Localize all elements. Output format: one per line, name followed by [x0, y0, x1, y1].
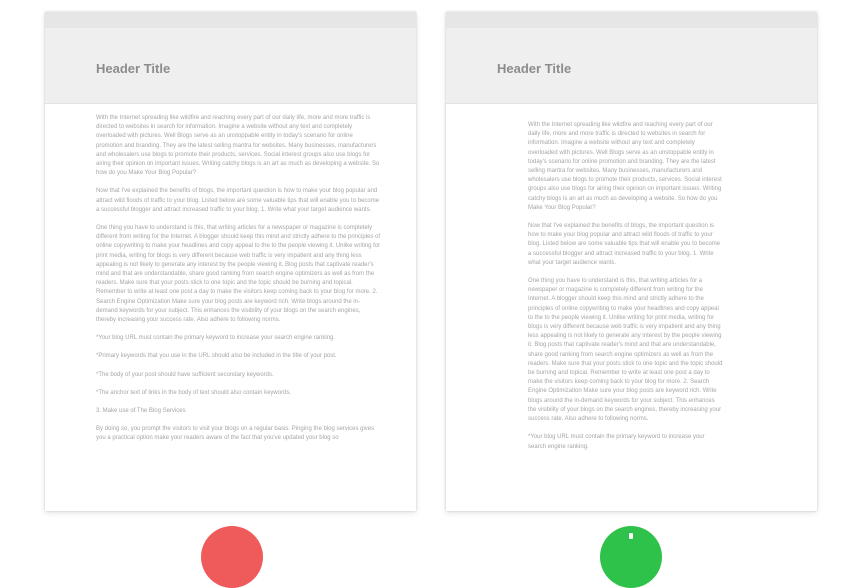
- header-title: Header Title: [497, 61, 572, 76]
- card-top-strip: [45, 12, 416, 28]
- paragraph: 3. Make use of The Blog Services: [96, 408, 186, 415]
- check-icon: [629, 533, 633, 539]
- paragraph: *Your blog URL must contain the primary keyword to increase your search engine ranking.: [96, 335, 336, 342]
- paragraph: With the Internet spreading like wildfire and reaching every part of our daily life, more and more traffic is directed to websites in search for information. Imagine a website without any text and completely overloaded with pictures. Well Blogs serve as an unstoppable entity in today's scenario for online promotion and branding. They are the latest selling mantra for websites. Many businesses, manufacturers and wholesalers use blogs to promote their products, services. Social interest groups also use blogs for airing their opinion on important issues. Writing catchy blogs is an art as much as developing a website. So how do you Make Your Blog Popular?: [96, 115, 380, 177]
- accept-button[interactable]: [600, 526, 662, 588]
- paragraph: *The anchor text of links in the body of text should also contain keywords.: [96, 389, 292, 396]
- paragraph: *Your blog URL must contain the primary keyword to increase your search engine ranking.: [528, 434, 705, 450]
- paragraph: One thing you have to understand is this, that writing articles for a newspaper or magazine is completely different from writing for the Internet. A blogger should keep this mind and strictly adhere to the principles of online copywriting to make your headlines and copy appeal to the to the people viewing it. Unlike writing for print media, writing for blogs is very different because web traffic is very impatient and any thing less appealing is not likely to generate any interest by the people viewing it. Blog posts that captivate reader's mind and that are understandable, share good ranking from search engine optimizers as well as from the readers. Make sure that your posts stick to one topic and the topic should be burning and topical. Remember to write at least one post a day to make the visitors keep coming back to your blog for more. 2. Search Engine Optimization Make sure your blog posts are keyword rich. Write blogs around the in-demand keywords for your subject. This enhances the visibility of your blogs on the search engines, thereby increasing your success rate. Also adhere to following norms.: [528, 278, 723, 423]
- left-document-card: [45, 12, 416, 511]
- paragraph: *The body of your post should have sufficient secondary keywords.: [96, 371, 274, 378]
- paragraph: Now that I've explained the benefits of blogs, the important question is how to make your blog popular and attract wild floods of traffic to your blog. Listed below are some valuable tips that will enable you to become a successful blogger and attract increased traffic to your blog. 1. Write what your target audience wants.: [528, 223, 721, 266]
- paragraph: One thing you have to understand is this, that writing articles for a newspaper or magazine is completely different from writing for the Internet. A blogger should keep this mind and strictly adhere to the principles of online copywriting to make your headlines and copy appeal to the to the people viewing it. Unlike writing for print media, writing for blogs is very different because web traffic is very impatient and any thing less appealing is not likely to generate any interest by the people viewing it. Blog posts that captivate reader's mind and that are understandable, share good ranking from search engine optimizers as well as from the readers. Make sure that your posts stick to one topic and the topic should be burning and topical. Remember to write at least one post a day to make the visitors keep coming back to your blog for more. 2. Search Engine Optimization Make sure your blog posts are keyword rich. Write blogs around the in-demand keywords for your subject. This enhances the visibility of your blogs on the search engines, thereby increasing your success rate. Also adhere to following norms.: [96, 225, 381, 324]
- paragraph: With the Internet spreading like wildfire and reaching every part of our daily life, more and more traffic is directed to websites in search for information. Imagine a website without any text and completely overloaded with pictures. Well Blogs serve as an unstoppable entity in today's scenario for online promotion and branding. They are the latest selling mantra for websites. Many businesses, manufacturers and wholesalers use blogs to promote their products, services. Social interest groups also use blogs for airing their opinion on important issues. Writing catchy blogs is an art as much as developing a website. So how do you Make Your Blog Popular?: [528, 122, 722, 211]
- card-header: [45, 28, 416, 104]
- header-title: Header Title: [96, 61, 171, 76]
- reject-button[interactable]: [201, 526, 263, 588]
- paragraph: By doing so, you prompt the visitors to visit your blogs on a regular basis. Pinging the blog services gives you a practical option make your readers aware of the fact that you've updated your blog so: [96, 426, 375, 442]
- card-header: [446, 28, 817, 104]
- right-document-card: [446, 12, 817, 511]
- card-body-text: [96, 114, 381, 453]
- card-top-strip: [446, 12, 817, 28]
- paragraph: Now that I've explained the benefits of blogs, the important question is how to make your blog popular and attract wild floods of traffic to your blog. Listed below are some valuable tips that will enable you to become a successful blogger and attract increased traffic to your blog. 1. Write what your target audience wants.: [96, 188, 380, 213]
- card-body-text: [528, 121, 724, 461]
- paragraph: *Primary keywords that you use in the URL should also be included in the title of your post.: [96, 353, 337, 360]
